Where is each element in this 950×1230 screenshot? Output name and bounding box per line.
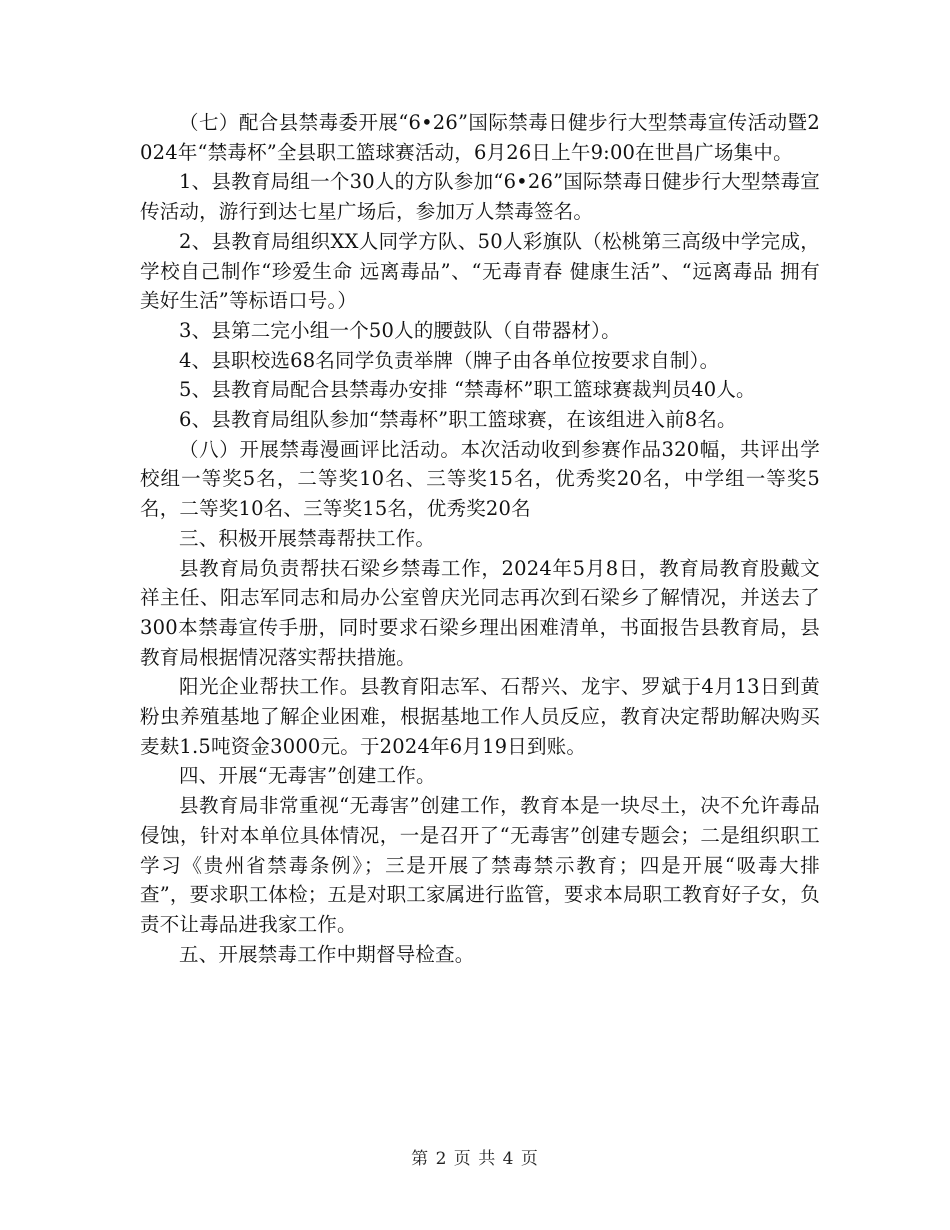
paragraph-enterprise-aid: 阳光企业帮扶工作。县教育阳志军、石帮兴、龙宇、罗斌于4月13日到黄粉虫养殖基地了解企业困难，根据基地工作人员反应，教育决定帮助解决购买麦麸1.5吨资金3000元。于2024年6月19日到账。 [140, 675, 820, 758]
paragraph-activity-7: （七）配合县禁毒委开展“6•26”国际禁毒日健步行大型禁毒宣传活动暨2024年“禁毒杯”全县职工篮球赛活动，6月26日上午9:00在世昌广场集中。 [140, 111, 820, 164]
paragraph-activity-8: （八）开展禁毒漫画评比活动。本次活动收到参赛作品320幅，共评出学校组一等奖5名，二等奖10名、三等奖15名，优秀奖20名，中学组一等奖5名，二等奖10名、三等奖15名，优秀奖20名 [140, 437, 820, 521]
paragraph-item-4: 4、县职校选68名同学负责举牌（牌子由各单位按要求自制）。 [179, 348, 720, 372]
paragraph-item-2: 2、县教育局组织XX人同学方队、50人彩旗队（松桃第三高级中学完成，学校自己制作“珍爱生命 远离毒品”、“无毒青春 健康生活”、“远离毒品 拥有美好生活”等标语口号。） [140, 229, 820, 313]
paragraph-item-3: 3、县第二完小组一个50人的腰鼓队（自带器材）。 [179, 318, 621, 342]
page-number-footer: 第 2 页 共 4 页 [411, 1149, 539, 1169]
section-heading-4: 四、开展“无毒害”创建工作。 [179, 764, 436, 788]
section-heading-3: 三、积极开展禁毒帮扶工作。 [179, 526, 436, 550]
paragraph-shiliang-aid: 县教育局负责帮扶石梁乡禁毒工作，2024年5月8日，教育局教育股戴文祥主任、阳志军同志和局办公室曾庆光同志再次到石梁乡了解情况，并送去了300本禁毒宣传手册，同时要求石梁乡理出困难清单，书面报告县教育局，县教育局根据情况落实帮扶措施。 [140, 556, 820, 669]
paragraph-item-6: 6、县教育局组队参加“禁毒杯”职工篮球赛，在该组进入前8名。 [179, 408, 737, 432]
document-body [140, 108, 820, 969]
paragraph-item-1: 1、县教育局组一个30人的方队参加“6•26”国际禁毒日健步行大型禁毒宣传活动，游行到达七星广场后，参加万人禁毒签名。 [140, 170, 820, 224]
section-heading-5: 五、开展禁毒工作中期督导检查。 [179, 942, 475, 966]
paragraph-item-5: 5、县教育局配合县禁毒办安排 “禁毒杯”职工篮球赛裁判员40人。 [179, 378, 756, 402]
paragraph-drug-free-work: 县教育局非常重视“无毒害”创建工作，教育本是一块尽土，决不允许毒品侵蚀，针对本单位具体情况，一是召开了“无毒害”创建专题会；二是组织职工学习《贵州省禁毒条例》；三是开展了禁毒禁示教育；四是开展“吸毒大排查”，要求职工体检；五是对职工家属进行监管，要求本局职工教育好子女，负责不让毒品进我家工作。 [140, 794, 820, 936]
